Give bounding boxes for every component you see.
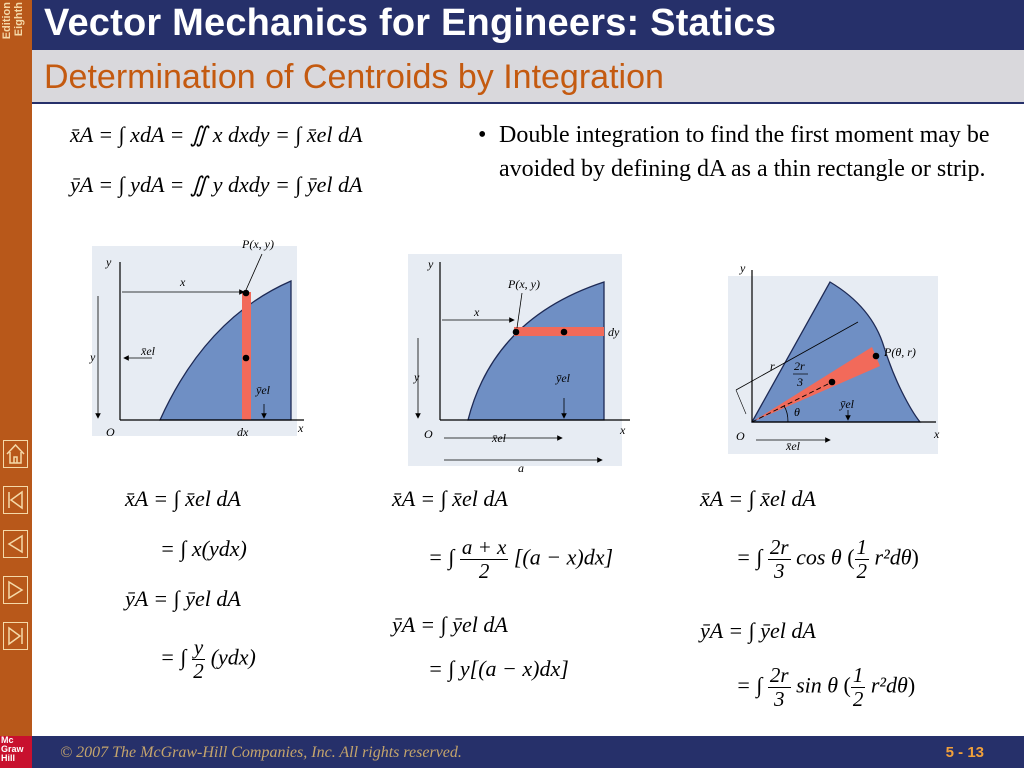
xel-label: x̄el: [492, 431, 506, 445]
fraction-numerator: 2r: [794, 359, 805, 373]
strip-label: dx: [237, 425, 249, 439]
x-dimension-label: x: [474, 305, 480, 319]
strip-centroid: [243, 355, 250, 362]
yel-label: ȳel: [840, 397, 854, 411]
point-p: [873, 353, 880, 360]
edition-label: [0, 2, 34, 58]
point-label: P(x, y): [242, 237, 274, 251]
col1-line3: ȳA = ∫ ȳel dA: [125, 586, 241, 611]
col3-fraction-a-den: 3: [773, 559, 785, 583]
x-axis-label: x: [298, 421, 304, 435]
col3-line1: x̄A = ∫ x̄el dA: [700, 486, 816, 511]
col3-fraction-b: [855, 536, 870, 583]
edition-line1: Eighth: [13, 2, 25, 37]
col1-line4: [160, 636, 256, 683]
xel-label: x̄el: [141, 344, 155, 358]
col1-fraction-num: y: [193, 635, 204, 659]
col1-fraction: [192, 636, 205, 683]
y-axis-label: y: [740, 261, 746, 275]
col3-fraction-b-den: 2: [856, 559, 868, 583]
bullet-marker: •: [478, 122, 487, 148]
last-slide-icon[interactable]: [3, 622, 28, 650]
x-axis-label: x: [934, 427, 940, 441]
slide-subtitle: Determination of Centroids by Integration: [44, 58, 664, 96]
col2-line4: = ∫ y[(a − x)dx]: [428, 656, 569, 681]
footer-bar: [32, 736, 1024, 768]
col1-line4-suffix: (ydx): [210, 644, 256, 670]
col1-fraction-den: 2: [193, 659, 204, 683]
polar-strip-figure: [722, 252, 952, 457]
col1-line1: x̄A = ∫ x̄el dA: [125, 486, 241, 511]
y-dimension-label: y: [414, 370, 420, 384]
xel-label: x̄el: [786, 439, 800, 453]
theta-label: θ: [794, 405, 800, 419]
col3-line3: ȳA = ∫ ȳel dA: [700, 618, 816, 643]
col3-fraction-d-den: 2: [852, 687, 864, 711]
col3-line2: = ∫ $\frac{2r}{3}$ cos θ ( $\frac{1}{2}$ r²dθ): [736, 535, 919, 583]
x-dimension-label: x: [180, 275, 186, 289]
col2-fraction-den: 2: [478, 559, 490, 583]
col2-line2-suffix: [(a − x)dx]: [513, 544, 614, 570]
r-label: r: [770, 359, 775, 373]
subtitle-bar: [32, 50, 1024, 104]
point-p: [513, 329, 520, 336]
copyright-notice: © 2007 The McGraw-Hill Companies, Inc. All rights reserved.: [60, 744, 462, 761]
bullet-text: Double integration to find the first moment may be avoided by defining dA as a thin rectangle or strip.: [499, 122, 990, 182]
col3-fraction-a: [768, 536, 791, 583]
y-dimension-label: y: [90, 350, 96, 364]
col3-line2-middle: cos θ: [796, 544, 842, 570]
previous-slide-icon[interactable]: [3, 530, 28, 558]
horizontal-strip: [514, 327, 604, 336]
col2-fraction: [460, 536, 509, 583]
logo-line: Graw: [1, 744, 24, 754]
y-moment-equation: ȳA = ∫ ydA = ∬ y dxdy = ∫ ȳel dA: [70, 172, 363, 197]
col2-line3: ȳA = ∫ ȳel dA: [392, 612, 508, 637]
col2-line1: x̄A = ∫ x̄el dA: [392, 486, 508, 511]
yel-label: ȳel: [556, 371, 570, 385]
col2-line2-prefix: = ∫: [428, 544, 455, 570]
strip-centroid: [561, 329, 568, 336]
x-axis-label: x: [620, 423, 626, 437]
point-p: [243, 290, 250, 297]
origin-label: O: [736, 429, 745, 443]
x-moment-equation: x̄A = ∫ xdA = ∬ x dxdy = ∫ x̄el dA: [70, 122, 363, 147]
mcgraw-hill-logo: [0, 736, 32, 768]
origin-label: O: [106, 425, 115, 439]
home-icon[interactable]: [3, 440, 28, 468]
y-axis-label: y: [106, 255, 112, 269]
col3-line4-suffix: r²dθ: [870, 672, 908, 698]
fraction-denominator: 3: [797, 375, 803, 389]
col2-line2: [428, 536, 613, 583]
col3-fraction-a-num: 2r: [769, 535, 789, 559]
logo-line: Mc: [1, 735, 14, 745]
col3-line4-middle: sin θ: [796, 672, 839, 698]
col1-line4-prefix: = ∫: [160, 644, 187, 670]
title-bar: [32, 0, 1024, 50]
strip-centroid: [829, 379, 836, 386]
point-label: P(x, y): [508, 277, 540, 291]
edition-line2: Edition: [1, 2, 13, 40]
page-number: 5 - 13: [945, 744, 984, 761]
col3-fraction-d-num: 1: [852, 663, 864, 687]
a-label: a: [518, 461, 524, 475]
y-axis-label: y: [428, 257, 434, 271]
logo-line: Hill: [1, 753, 16, 763]
col3-fraction-c: [768, 664, 791, 711]
vertical-strip-figure: [86, 228, 316, 443]
col3-fraction-c-den: 3: [773, 687, 785, 711]
col3-line2-prefix: = ∫: [736, 544, 763, 570]
col1-line2: = ∫ x(ydx): [160, 536, 247, 561]
col3-line2-suffix: r²dθ: [874, 544, 912, 570]
sidebar: [0, 0, 32, 768]
col3-fraction-d: [851, 664, 866, 711]
col3-line4: = ∫ $\frac{2r}{3}$ sin θ ( $\frac{1}{2}$ r²dθ): [736, 663, 916, 711]
horizontal-strip-figure: [404, 248, 639, 476]
yel-label: ȳel: [256, 383, 270, 397]
strip-label: dy: [608, 325, 620, 339]
col2-fraction-num: a + x: [461, 535, 507, 559]
next-slide-icon[interactable]: [3, 576, 28, 604]
slide-title: Vector Mechanics for Engineers: Statics: [44, 2, 777, 44]
col3-fraction-c-num: 2r: [769, 663, 789, 687]
col3-line4-prefix: = ∫: [736, 672, 763, 698]
first-slide-icon[interactable]: [3, 486, 28, 514]
point-label: P(θ, r): [884, 345, 916, 359]
col3-fraction-b-num: 1: [856, 535, 868, 559]
origin-label: O: [424, 427, 433, 441]
